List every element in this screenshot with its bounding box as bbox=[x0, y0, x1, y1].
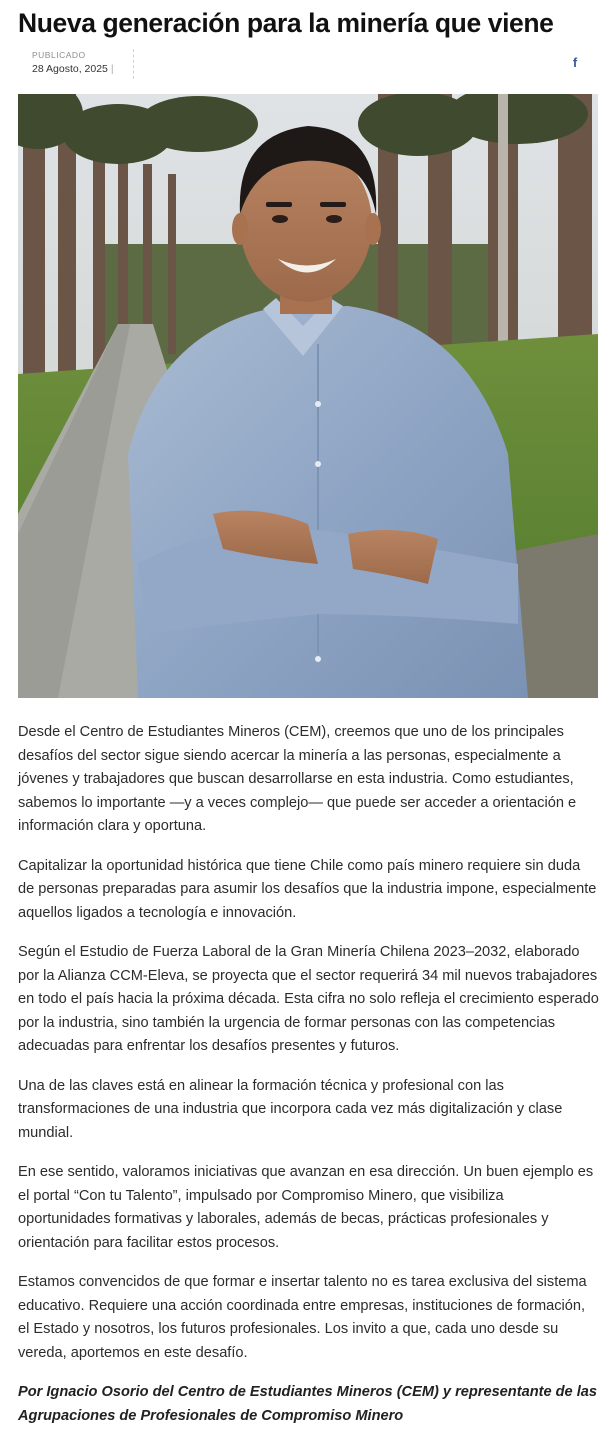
facebook-icon[interactable]: f bbox=[572, 55, 578, 70]
portrait-photo bbox=[18, 94, 598, 698]
article-title: Nueva generación para la minería que viene bbox=[18, 8, 554, 38]
paragraph-5: En ese sentido, valoramos iniciativas que avanzan en esa dirección. Un buen ejemplo es el portal “Con tu Talento”, impulsado por Compromiso Minero, que visibiliza oportunidades formativas y laborales, además de becas, prácticas profesionales y orientación para facilitar estos procesos. bbox=[18, 1164, 594, 1251]
meta-divider bbox=[133, 49, 134, 79]
publish-meta bbox=[32, 49, 132, 79]
paragraph-4: Una de las claves está en alinear la formación técnica y profesional con las transformaciones de una industria que incorpora cada vez más digitalización y clase mundial. bbox=[18, 1077, 563, 1141]
author-signature: Por Ignacio Osorio del Centro de Estudiantes Mineros (CEM) y representante de las Agrupaciones de Profesionales de Compromiso Minero bbox=[18, 1384, 598, 1424]
paragraph-6: Estamos convencidos de que formar e insertar talento no es tarea exclusiva del sistema educativo. Requiere una acción coordinada entre empresas, instituciones de formación, el Estado y nosotros, los futuros profesionales. Los invito a que, cada uno desde su vereda, aportemos en este desafío. bbox=[18, 1274, 587, 1361]
published-label: PUBLICADO bbox=[32, 50, 86, 60]
date-separator: | bbox=[110, 63, 114, 75]
article-body bbox=[18, 721, 600, 1444]
paragraph-3: Según el Estudio de Fuerza Laboral de la Gran Minería Chilena 2023–2032, elaborado por la Alianza CCM-Eleva, se proyecta que el sector requerirá 34 mil nuevos trabajadores en todo el país hacia la próxima década. Esta cifra no solo refleja el crecimiento esperado por la industria, sino también la urgencia de formar personas con las competencias adecuadas para enfrentar los desafíos presentes y futuros. bbox=[18, 944, 599, 1054]
publish-date-row bbox=[32, 61, 132, 78]
paragraph-2: Capitalizar la oportunidad histórica que tiene Chile como país minero requiere sin duda de personas preparadas para asumir los desafíos que la industria impone, especialmente aquellos ligados a tecnología e innovación. bbox=[18, 857, 597, 921]
paragraph-1: Desde el Centro de Estudiantes Mineros (CEM), creemos que uno de los principales desafíos del sector sigue siendo acercar la minería a las personas, especialmente a jóvenes y trabajadores que buscan desarrollarse en esta industria. Como estudiantes, sabemos lo importante —y a veces complejo— que puede ser acceder a orientación e información clara y oportuna. bbox=[18, 724, 577, 834]
publish-date: 28 Agosto, 2025 bbox=[32, 63, 108, 75]
portrait-illustration bbox=[18, 94, 598, 698]
